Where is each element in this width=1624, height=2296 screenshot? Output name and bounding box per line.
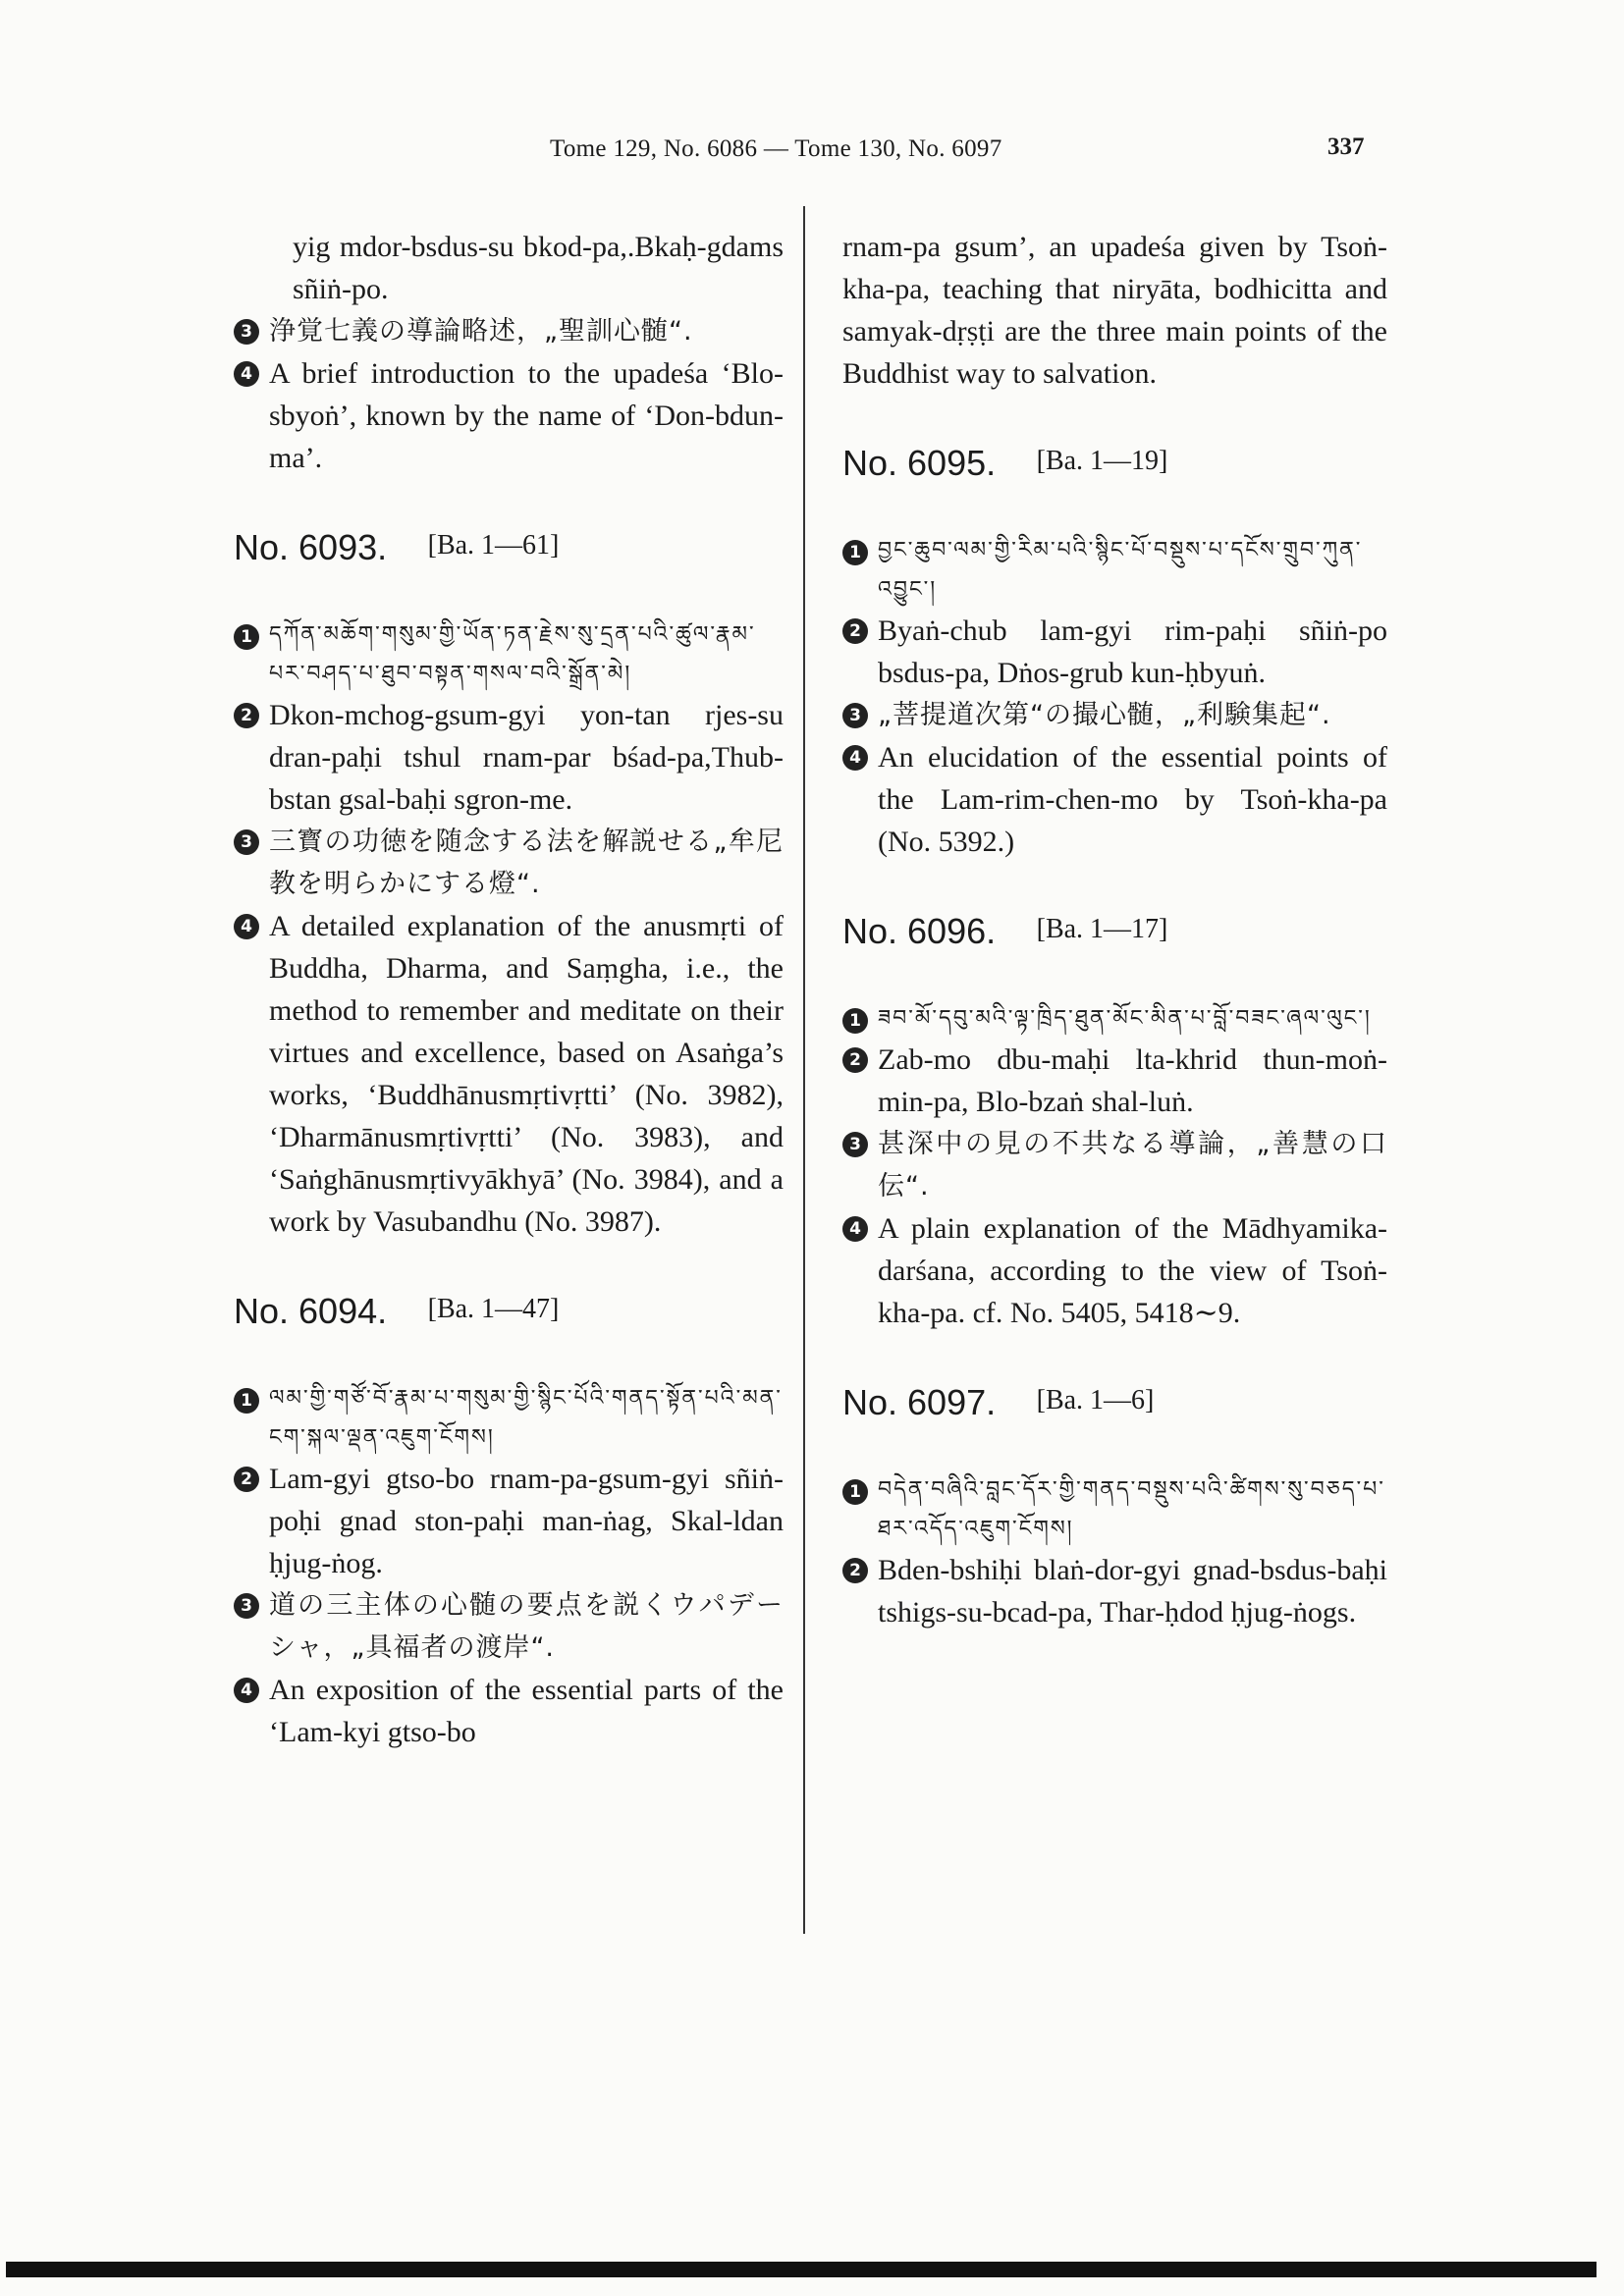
marker-4: 4 xyxy=(234,914,259,939)
tibetan-title: ལམ་གྱི་གཙོ་བོ་རྣམ་པ་གསུམ་གྱི་སྙིང་པོའི་གནད་སྟོན་པའི་མན་ངག་སྐལ་ལྡན་འཇུག་ངོགས། xyxy=(269,1386,783,1450)
marker-4: 4 xyxy=(234,361,259,387)
entry-reference: [Ba. 1—19] xyxy=(1036,446,1168,476)
marker-1: 1 xyxy=(842,540,868,565)
english-description: A plain explanation of the Mādhyamika-darśana, according to the view of Tsoṅ-kha-pa. cf. No. 5405, 5418∼9. xyxy=(878,1212,1387,1329)
entry-heading-6093 xyxy=(234,526,784,572)
marker-3: 3 xyxy=(842,703,868,728)
entry-reference: [Ba. 1—6] xyxy=(1036,1385,1155,1415)
romanized-title-item xyxy=(842,610,1387,694)
japanese-title-item xyxy=(234,821,784,905)
marker-1: 1 xyxy=(842,1479,868,1505)
bottom-rule xyxy=(6,2262,1597,2277)
marker-4: 4 xyxy=(842,1216,868,1242)
japanese-title-item xyxy=(234,310,784,352)
japanese-title: 甚深中の見の不共なる導論，„善慧の口伝“. xyxy=(878,1129,1387,1201)
marker-3: 3 xyxy=(842,1132,868,1157)
column-divider xyxy=(803,206,805,1934)
english-description-item xyxy=(234,905,784,1243)
entry-heading-6095 xyxy=(842,442,1387,488)
marker-2: 2 xyxy=(234,1467,259,1492)
japanese-title: 浄覚七義の導論略述，„聖訓心髄“. xyxy=(269,316,693,347)
continued-title: yig mdor-bsdus-su bkod-pa,.Bkaḥ-gdams sñiṅ-po. xyxy=(293,231,784,305)
entry-reference: [Ba. 1—17] xyxy=(1036,914,1168,944)
romanized-title-item xyxy=(234,1458,784,1584)
tibetan-title: ཟབ་མོ་དབུ་མའི་ལྟ་ཁྲིད་ཐུན་མོང་མིན་པ་བློ་བཟང་ཞལ་ལུང་། xyxy=(878,1006,1372,1031)
marker-4: 4 xyxy=(842,745,868,771)
japanese-title-item xyxy=(842,694,1387,736)
romanized-title-item xyxy=(842,1039,1387,1123)
romanized-title: Byaṅ-chub lam-gyi rim-paḥi sñiṅ-po bsdus-pa, Dṅos-grub kun-ḥbyuṅ. xyxy=(878,614,1387,689)
english-description-item xyxy=(842,736,1387,863)
entry-number: No. 6096. xyxy=(842,911,997,951)
marker-3: 3 xyxy=(234,319,259,345)
marker-1: 1 xyxy=(234,1388,259,1414)
romanized-title-item xyxy=(234,694,784,821)
continued-description: rnam-pa gsum’, an upadeśa given by Tsoṅ-kha-pa, teaching that niryāta, bodhicitta and samyak-dṛṣṭi are the three main points of the Buddhist way to salvation. xyxy=(842,231,1387,390)
marker-3: 3 xyxy=(234,1593,259,1619)
japanese-title-item xyxy=(234,1584,784,1669)
marker-2: 2 xyxy=(842,1558,868,1583)
page-number: 337 xyxy=(1327,133,1365,160)
entry-number: No. 6093. xyxy=(234,527,388,567)
romanized-title-item xyxy=(842,1549,1387,1633)
tibetan-title-item xyxy=(842,1470,1387,1549)
entry-number: No. 6095. xyxy=(842,443,997,483)
japanese-title: „菩提道次第“の撮心髄，„利験集起“. xyxy=(878,700,1331,730)
left-column xyxy=(234,226,784,1753)
marker-4: 4 xyxy=(234,1678,259,1703)
entry-heading-6094 xyxy=(234,1290,784,1336)
romanized-title: Zab-mo dbu-maḥi lta-khrid thun-moṅ-min-pa, Blo-bzaṅ shal-luṅ. xyxy=(878,1043,1387,1118)
marker-1: 1 xyxy=(234,624,259,650)
tibetan-title: བྱང་ཆུབ་ལམ་གྱི་རིམ་པའི་སྙིང་པོ་བསྡུས་པ་དངོས་གྲུབ་ཀུན་འབྱུང་། xyxy=(878,538,1363,602)
tibetan-title-item xyxy=(234,1379,784,1458)
romanized-title: Lam-gyi gtso-bo rnam-pa-gsum-gyi sñiṅ-poḥi gnad ston-paḥi man-ṅag, Skal-ldan ḥjug-ṅog. xyxy=(269,1463,784,1579)
english-description-item xyxy=(234,352,784,479)
marker-2: 2 xyxy=(842,1047,868,1073)
japanese-title: 三寳の功徳を随念する法を解説せる„牟尼教を明らかにする燈“. xyxy=(269,827,784,899)
tibetan-title: དཀོན་མཆོག་གསུམ་གྱི་ཡོན་ཏན་རྗེས་སུ་དྲན་པའི་ཚུལ་རྣམ་པར་བཤད་པ་ཐུབ་བསྟན་གསལ་བའི་སྒྲོན་མེ། xyxy=(269,622,756,686)
running-head: Tome 129, No. 6086 — Tome 130, No. 6097 xyxy=(550,135,1002,162)
romanized-title: Bden-bshiḥi blaṅ-dor-gyi gnad-bsdus-baḥi tshigs-su-bcad-pa, Thar-ḥdod ḥjug-ṅogs. xyxy=(878,1554,1387,1629)
marker-2: 2 xyxy=(234,703,259,728)
entry-heading-6097 xyxy=(842,1381,1387,1427)
entry-reference: [Ba. 1—61] xyxy=(427,530,560,561)
japanese-title-item xyxy=(842,1123,1387,1207)
tibetan-title-item xyxy=(842,999,1387,1039)
marker-3: 3 xyxy=(234,829,259,855)
english-description: A detailed explanation of the anusmṛti of Buddha, Dharma, and Saṃgha, i.e., the method to remember and meditate on their virtues and excellence, based on Asaṅga’s works, ‘Buddhānusmṛtivṛtti’ (No. 3982), ‘Dharmānusmṛtivṛtti’ (No. 3983), and ‘Saṅghānusmṛtivyākhyā’ (No. 3984), and a work by Vasubandhu (No. 3987). xyxy=(269,910,784,1238)
entry-heading-6096 xyxy=(842,910,1387,956)
entry-number: No. 6094. xyxy=(234,1291,388,1331)
entry-reference: [Ba. 1—47] xyxy=(427,1294,560,1324)
right-column xyxy=(842,226,1387,1633)
tibetan-title-item xyxy=(842,531,1387,610)
japanese-title: 道の三主体の心髄の要点を説くウパデーシャ，„具福者の渡岸“. xyxy=(269,1590,784,1663)
english-description: An exposition of the essential parts of the ‘Lam-kyi gtso-bo xyxy=(269,1674,784,1748)
english-description-item xyxy=(234,1669,784,1753)
english-description: A brief introduction to the upadeśa ‘Blo-sbyoṅ’, known by the name of ‘Don-bdun-ma’. xyxy=(269,357,784,474)
tibetan-title: བདེན་བཞིའི་བླང་དོར་གྱི་གནད་བསྡུས་པའི་ཚིགས་སུ་བཅད་པ་ཐར་འདོད་འཇུག་ངོགས། xyxy=(878,1477,1385,1541)
marker-2: 2 xyxy=(842,618,868,644)
entry-number: No. 6097. xyxy=(842,1382,997,1422)
english-description: An elucidation of the essential points of the Lam-rim-chen-mo by Tsoṅ-kha-pa (No. 5392.) xyxy=(878,741,1387,858)
english-description-item xyxy=(842,1207,1387,1334)
marker-1: 1 xyxy=(842,1008,868,1034)
romanized-title: Dkon-mchog-gsum-gyi yon-tan rjes-su dran-paḥi tshul rnam-par bśad-pa,Thub-bstan gsal-baḥi sgron-me. xyxy=(269,699,784,816)
tibetan-title-item xyxy=(234,615,784,694)
